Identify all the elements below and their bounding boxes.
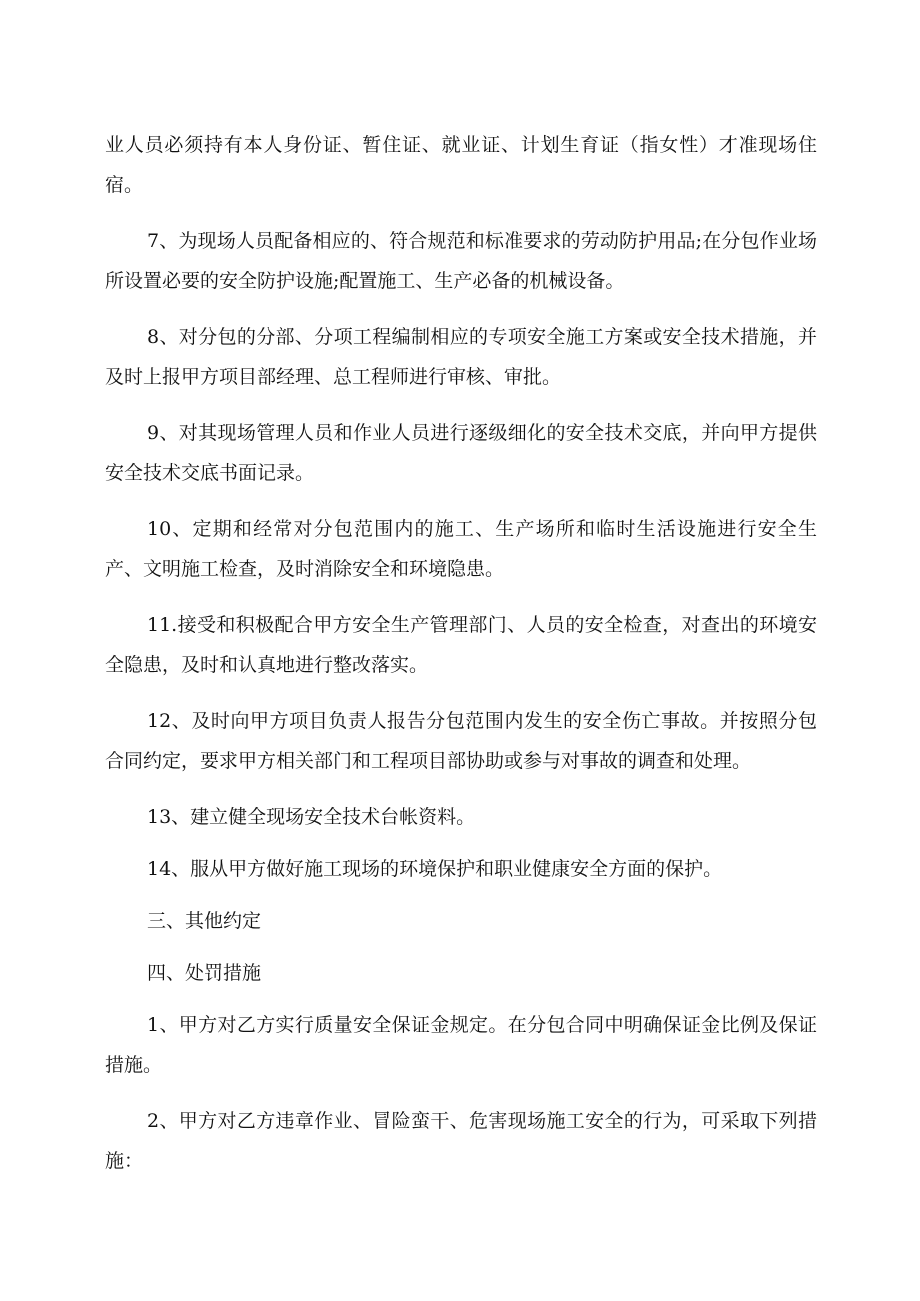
section-heading-other-agreements: 三、其他约定 xyxy=(147,910,262,932)
paragraph-penalty-2: 2、甲方对乙方违章作业、冒险蛮干、危害现场施工安全的行为，可采取下列措施： xyxy=(105,1110,817,1172)
paragraph-item-7: 7、为现场人员配备相应的、符合规范和标准要求的劳动防护用品;在分包作业场所设置必要的安全防护设施;配置施工、生产必备的机械设备。 xyxy=(105,230,817,292)
paragraph-continuation: 业人员必须持有本人身份证、暂住证、就业证、计划生育证（指女性）才准现场住宿。 xyxy=(105,134,817,196)
paragraph-item-13: 13、建立健全现场安全技术台帐资料。 xyxy=(147,806,476,828)
paragraph-penalty-1: 1、甲方对乙方实行质量安全保证金规定。在分包合同中明确保证金比例及保证措施。 xyxy=(105,1014,817,1076)
paragraph-item-12: 12、及时向甲方项目负责人报告分包范围内发生的安全伤亡事故。并按照分包合同约定，要求甲方相关部门和工程项目部协助或参与对事故的调查和处理。 xyxy=(105,710,817,772)
section-heading-penalty-measures: 四、处罚措施 xyxy=(147,962,262,984)
paragraph-item-10: 10、定期和经常对分包范围内的施工、生产场所和临时生活设施进行安全生产、文明施工检查，及时消除安全和环境隐患。 xyxy=(105,518,817,580)
paragraph-item-8: 8、对分包的分部、分项工程编制相应的专项安全施工方案或安全技术措施，并及时上报甲方项目部经理、总工程师进行审核、审批。 xyxy=(105,326,817,388)
paragraph-item-14: 14、服从甲方做好施工现场的环境保护和职业健康安全方面的保护。 xyxy=(147,858,723,880)
document-body xyxy=(105,125,817,1181)
paragraph-item-9: 9、对其现场管理人员和作业人员进行逐级细化的安全技术交底，并向甲方提供安全技术交底书面记录。 xyxy=(105,422,817,484)
paragraph-item-11: 11.接受和积极配合甲方安全生产管理部门、人员的安全检查，对查出的环境安全隐患，及时和认真地进行整改落实。 xyxy=(105,614,817,676)
